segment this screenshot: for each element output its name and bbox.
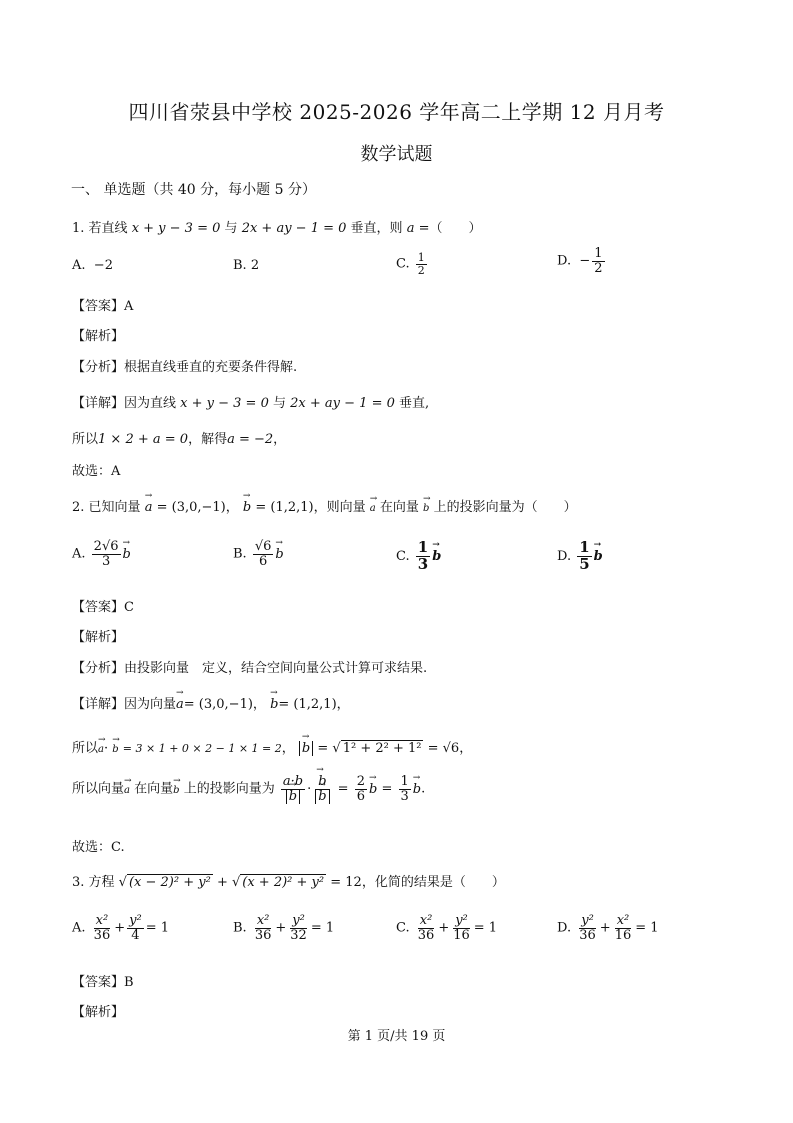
q2-option-b: B. $\frac{√6}{6}$ → b	[233, 540, 284, 568]
q1-stem: 1. 若直线 x + y − 3 = 0 与 2x + ay − 1 = 0 垂直，则 a =（ ）	[72, 221, 482, 236]
q1-guxuan: 故选：A	[72, 464, 121, 479]
q1-fenxi: 【分析】根据直线垂直的充要条件得解.	[72, 360, 298, 375]
q2-fenxi: 【分析】由投影向量 定义，结合空间向量公式计算可求结果.	[72, 661, 428, 676]
q3-answer: 【答案】B	[72, 975, 134, 990]
section-heading: 一、 单选题（共 40 分，每小题 5 分）	[71, 182, 316, 198]
q1-option-c: C. $\frac{1}{2}$	[396, 251, 425, 277]
q1-option-b: B. 2	[233, 258, 260, 273]
q2-xiangjie: 【详解】因为向量→ a= (3,0,−1)， → b= (1,2,1)，	[72, 693, 350, 712]
q2-option-d: D. $\frac{1}{5}$ → b	[557, 540, 603, 573]
q3-option-d: D. $\frac{\text{y²}}{36}$ + $\frac{\text{x²}}{16}$ = 1	[557, 913, 659, 943]
page-footer: 第 1 页/共 19 页	[347, 1029, 446, 1044]
q2-analysis-label: 【解析】	[72, 630, 125, 645]
q3-analysis-label: 【解析】	[72, 1005, 125, 1020]
q1-option-a: A. −2	[72, 258, 113, 273]
q3-stem: 3. 方程 √ (x − 2)² + y² + √ (x + 2)² + y² = 12，化简的结果是（ ）	[72, 875, 505, 890]
q3-option-a: A. $\frac{\text{x²}}{36}$ + $\frac{\text{y²}}{4}$ = 1	[72, 913, 169, 943]
document-title: 四川省荥县中学校 2025-2026 学年高二上学期 12 月月考	[128, 100, 665, 124]
q2-answer: 【答案】C	[72, 600, 134, 615]
q2-option-a: A. $\frac{2√6}{3}$ → b	[72, 540, 131, 568]
q1-eq2: 2x + ay − 1 = 0	[241, 221, 347, 236]
q1-xiangjie: 【详解】因为直线 x + y − 3 = 0 与 2x + ay − 1 = 0 垂直,	[72, 396, 430, 411]
q1-option-d: D. − $\frac{1}{2}$	[557, 246, 603, 276]
q2-stem: 2. 已知向量 → a = (3,0,−1)， → b = (1,2,1)，则向量 → a 在向量 → b 上的投影向量为（ ）	[72, 496, 577, 515]
q1-suoyi: 所以1 × 2 + a = 0，解得a = −2，	[72, 432, 287, 447]
q1-analysis-label: 【解析】	[72, 329, 125, 344]
q1-eq1: x + y − 3 = 0	[131, 221, 221, 236]
q3-option-c: C. $\frac{\text{x²}}{36}$ + $\frac{\text{y²}}{16}$ = 1	[396, 913, 498, 943]
q3-option-b: B. $\frac{\text{x²}}{36}$ + $\frac{\text{y²}}{32}$ = 1	[233, 913, 335, 943]
q1-answer: 【答案】A	[72, 299, 134, 314]
q2-dot-product-line: 所以→ a· → b = 3 × 1 + 0 × 2 − 1 × 1 = 2， → b = √ 1² + 2² + 1² = √6，	[72, 737, 472, 756]
document-subtitle: 数学试题	[360, 144, 433, 165]
q2-projection-line: 所以向量→ a 在向量→ b 上的投影向量为 a·b → b · → b → b = $\frac{2}{6}$ → b = $\frac{1}{3}$ → b.	[72, 775, 425, 803]
q2-option-c: C. $\frac{1}{3}$ → b	[396, 540, 441, 573]
q2-guxuan: 故选：C.	[72, 840, 125, 855]
